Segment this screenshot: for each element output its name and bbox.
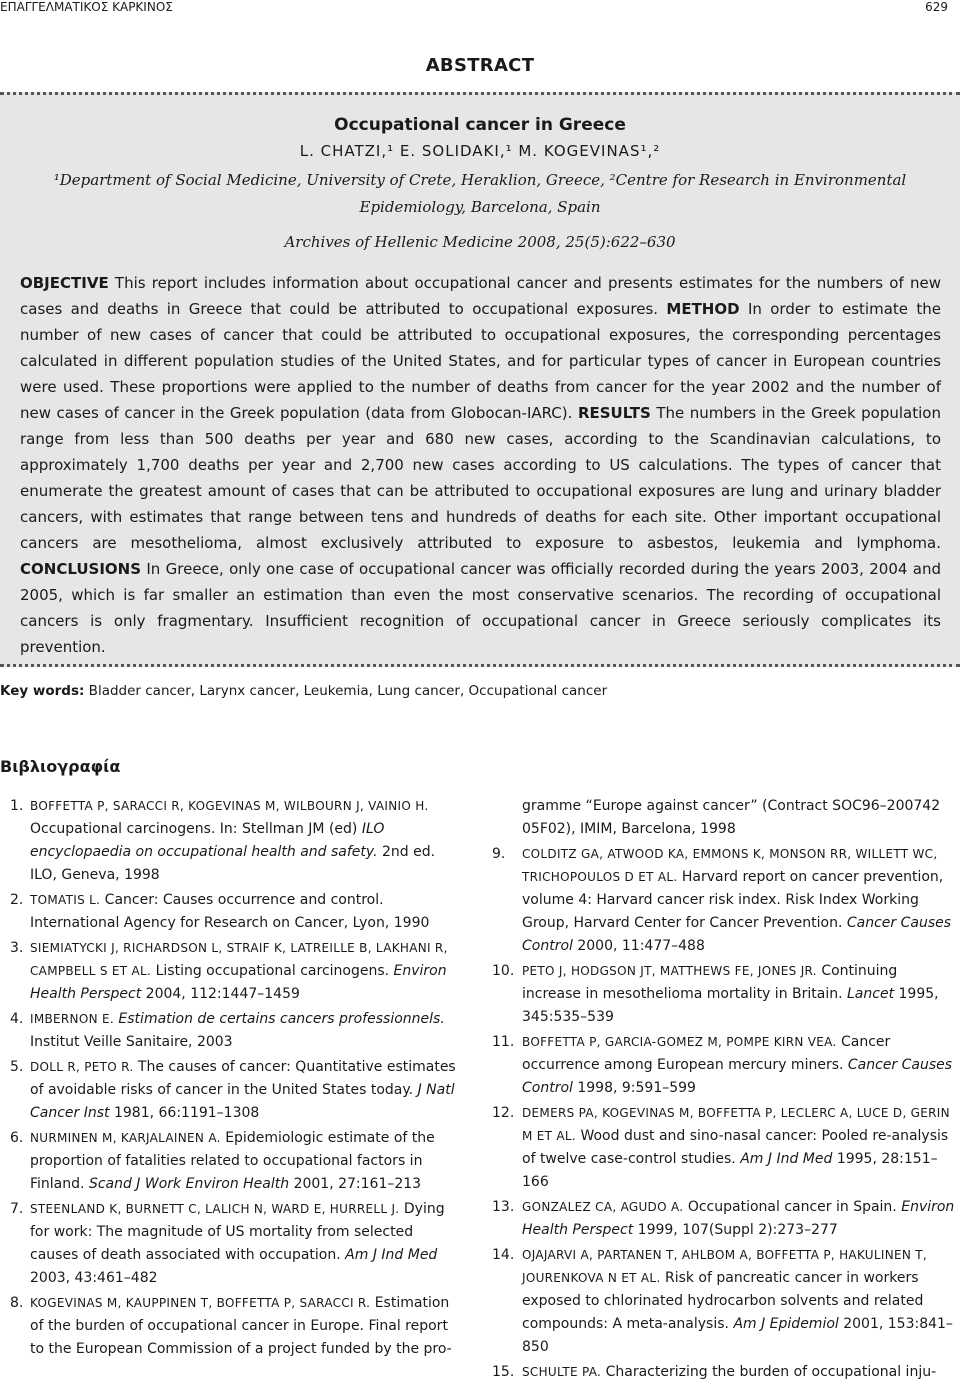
reference-details: 1998, 9:591–599 [572, 1080, 696, 1096]
keywords-label: Key words: [0, 683, 85, 699]
reference-text: Occupational cancer in Spain. [683, 1199, 902, 1215]
affiliation-line: Epidemiology, Barcelona, Spain [359, 198, 601, 216]
reference-details: 2001, 27:161–213 [289, 1176, 422, 1192]
abstract-box [0, 92, 960, 667]
reference-details: 1995, 28:151–166 [522, 1151, 938, 1190]
reference-details: 2004, 112:1447–1459 [141, 986, 300, 1002]
reference-text: Risk of pancreatic cancer in workers exposed to chlorinated hydrocarbon solvents and related compounds: A meta-analysis. [522, 1270, 924, 1332]
reference-source: Scand J Work Environ Health [88, 1176, 290, 1192]
reference-item [10, 889, 465, 935]
affiliation-line: ¹Department of Social Medicine, University of Crete, Heraklion, Greece, ²Centre for Research in Environmental [53, 171, 907, 189]
continuation-text: gramme “Europe against cancer” (Contract SOC96–200742 05F02), IMIM, Barcelona, 1998 [522, 798, 941, 837]
reference-text: Listing occupational carcinogens. [151, 963, 394, 979]
reference-item [492, 1031, 958, 1100]
reference-text: Epidemiologic estimate of the proportion of fatalities related to occupational factors in Finland. [30, 1130, 435, 1192]
reference-details: 2000, 11:477–488 [572, 938, 705, 954]
keywords [0, 683, 960, 699]
reference-authors: STEENLAND K, BURNETT C, LALICH N, WARD E, HURRELL J. [30, 1202, 400, 1216]
reference-number: 4. [10, 1011, 24, 1027]
references-left-column [10, 795, 465, 1363]
reference-details: 2003, 43:461–482 [30, 1270, 158, 1286]
reference-source: Am J Ind Med [345, 1247, 438, 1263]
reference-item [10, 1198, 465, 1290]
reference-source: Cancer Causes Control [522, 1057, 953, 1096]
reference-source: Am J Ind Med [740, 1151, 833, 1167]
reference-authors: OJAJARVI A, PARTANEN T, AHLBOM A, BOFFETTA P, HAKULINEN T, JOURENKOVA N ET AL. [522, 1248, 927, 1285]
reference-source: Am J Epidemiol [733, 1316, 839, 1332]
reference-source: Estimation de certains cancers professionnels. [118, 1011, 445, 1027]
abstract-heading: ABSTRACT [425, 55, 535, 76]
reference-details: Institut Veille Sanitaire, 2003 [30, 1034, 233, 1050]
reference-number: 9. [492, 846, 506, 862]
reference-authors: SCHULTE PA. [522, 1365, 602, 1379]
reference-number: 6. [10, 1130, 24, 1146]
objective-label: OBJECTIVE [20, 274, 109, 292]
reference-number: 1. [10, 798, 24, 814]
reference-authors: BOFFETTA P, SARACCI R, KOGEVINAS M, WILBOURN J, VAINIO H. [30, 799, 429, 813]
affiliations [20, 167, 940, 221]
reference-authors: KOGEVINAS M, KAUPPINEN T, BOFFETTA P, SARACCI R. [30, 1296, 371, 1310]
conclusions-label: CONCLUSIONS [20, 560, 142, 578]
reference-item [492, 1102, 958, 1194]
reference-authors: GONZALEZ CA, AGUDO A. [522, 1200, 684, 1214]
reference-authors: IMBERNON E. [30, 1012, 114, 1026]
references-heading: Βιβλιογραφία [0, 757, 121, 776]
reference-authors: DOLL R, PETO R. [30, 1060, 134, 1074]
reference-source: Environ Health Perspect [522, 1199, 955, 1238]
reference-authors: PETO J, HODGSON JT, MATTHEWS FE, JONES JR. [522, 964, 817, 978]
reference-number: 12. [492, 1105, 515, 1121]
reference-number: 7. [10, 1201, 24, 1217]
reference-text: The causes of cancer: Quantitative estimates of avoidable risks of cancer in the United States today. [30, 1059, 456, 1098]
reference-details: 1999, 107(Suppl 2):273–277 [633, 1222, 838, 1238]
conclusions-text: In Greece, only one case of occupational cancer was officially recorded during the years 2003, 2004 and 2005, which is far smaller an estimation than even the most conservative scenarios. The recording of occupational cancers is only fragmentary. Insufficient recognition of occupational cancer in Greece seriously complicates its prevention. [20, 560, 941, 656]
running-header [0, 0, 960, 14]
reference-number: 11. [492, 1034, 515, 1050]
reference-text: Wood dust and sino-nasal cancer: Pooled re-analysis of twelve case-control studies. [522, 1128, 949, 1167]
reference-item [492, 1361, 958, 1384]
reference-authors: NURMINEN M, KARJALAINEN A. [30, 1131, 221, 1145]
author-list: L. CHATZI,¹ E. SOLIDAKI,¹ M. KOGEVINAS¹,² [299, 142, 661, 160]
citation: Archives of Hellenic Medicine 2008, 25(5):622–630 [284, 233, 676, 251]
reference-item [10, 1008, 465, 1054]
abstract-body [20, 270, 941, 660]
reference-item [492, 1196, 958, 1242]
reference-number: 5. [10, 1059, 24, 1075]
reference-details: 1995, 345:535–539 [522, 986, 939, 1025]
reference-details: 2001, 153:841–850 [522, 1316, 953, 1355]
reference-number: 15. [492, 1364, 515, 1380]
reference-authors: SIEMIATYCKI J, RICHARDSON L, STRAIF K, LATREILLE B, LAKHANI R, CAMPBELL S ET AL. [30, 941, 448, 978]
reference-source: J Natl Cancer Inst [30, 1082, 455, 1121]
journal-name: ΕΠΑΓΓΕΛΜΑΤΙΚΟΣ ΚΑΡΚΙΝΟΣ [0, 0, 173, 14]
reference-item [492, 843, 958, 958]
reference-text: Occupational carcinogens. In: Stellman JM (ed) [30, 821, 362, 837]
reference-details: 2nd ed. ILO, Geneva, 1998 [30, 844, 436, 883]
reference-source: Cancer Causes Control [522, 915, 952, 954]
reference-number: 3. [10, 940, 24, 956]
references-right-column [492, 795, 958, 1386]
reference-text: Dying for work: The magnitude of US mortality from selected causes of death associated with occupation. [30, 1201, 445, 1263]
reference-number: 2. [10, 892, 24, 908]
reference-number: 14. [492, 1247, 515, 1263]
reference-text: Continuing increase in mesothelioma mortality in Britain. [522, 963, 898, 1002]
reference-authors: TOMATIS L. [30, 893, 101, 907]
reference-source: Lancet [847, 986, 895, 1002]
reference-authors: COLDITZ GA, ATWOOD KA, EMMONS K, MONSON RR, WILLETT WC, TRICHOPOULOS D ET AL. [522, 847, 938, 884]
reference-item [492, 1244, 958, 1359]
reference-text: Characterizing the burden of occupational inju- [601, 1364, 937, 1380]
reference-number: 10. [492, 963, 515, 979]
reference-item [492, 960, 958, 1029]
reference-details: 1981, 66:1191–1308 [109, 1105, 260, 1121]
reference-item [10, 1292, 465, 1361]
reference-source: ILO encyclopaedia on occupational health and safety. [30, 821, 385, 860]
paper-title: Occupational cancer in Greece [334, 115, 626, 135]
reference-text: Harvard report on cancer prevention, volume 4: Harvard cancer risk index. Risk Index Working Group, Harvard Center for Cancer Prevention. [522, 869, 944, 931]
reference-number: 8. [10, 1295, 24, 1311]
keywords-text: Bladder cancer, Larynx cancer, Leukemia, Lung cancer, Occupational cancer [84, 683, 608, 699]
reference-text: Cancer occurrence among European mercury miners. [522, 1034, 891, 1073]
reference-item [10, 795, 465, 887]
method-text: In order to estimate the number of new cases of cancer that could be attributed to occupational exposures, the corresponding percentages calculated in different population studies of the United States, and for particular types of cancer in European countries were used. These proportions were applied to the number of deaths from cancer for the year 2002 and the number of new cases of cancer in the Greek population (data from Globocan-IARC). [20, 300, 941, 422]
reference-source: Environ Health Perspect [30, 963, 447, 1002]
page-number: 629 [925, 0, 948, 14]
reference-continuation [492, 795, 958, 841]
reference-text: Cancer: Causes occurrence and control. International Agency for Research on Cancer, Lyon, 1990 [30, 892, 430, 931]
reference-item [10, 1056, 465, 1125]
results-label: RESULTS [577, 404, 651, 422]
reference-number: 13. [492, 1199, 515, 1215]
reference-text: Estimation of the burden of occupational cancer in Europe. Final report to the European Commission of a project funded by the pro- [30, 1295, 452, 1357]
reference-item [10, 937, 465, 1006]
reference-authors: DEMERS PA, KOGEVINAS M, BOFFETTA P, LECLERC A, LUCE D, GERIN M ET AL. [522, 1106, 950, 1143]
reference-authors: BOFFETTA P, GARCIA-GOMEZ M, POMPE KIRN VEA. [522, 1035, 837, 1049]
method-label: METHOD [666, 300, 740, 318]
objective-text: This report includes information about occupational cancer and presents estimates for the numbers of new cases and deaths in Greece that could be attributed to occupational exposures. [20, 274, 941, 318]
results-text: The numbers in the Greek population range from less than 500 deaths per year and 680 new cases, according to the Scandinavian calculations, to approximately 1,700 deaths per year and 2,700 new cases according to US calculations. The types of cancer that enumerate the greatest amount of cases that can be attributed to occupational exposures are lung and urinary bladder cancers, with estimates that range between tens and hundreds of deaths for each site. Other important occupational cancers are mesothelioma, almost exclusively attributed to exposure to asbestos, leukemia and lymphoma. [20, 404, 941, 552]
reference-item [10, 1127, 465, 1196]
